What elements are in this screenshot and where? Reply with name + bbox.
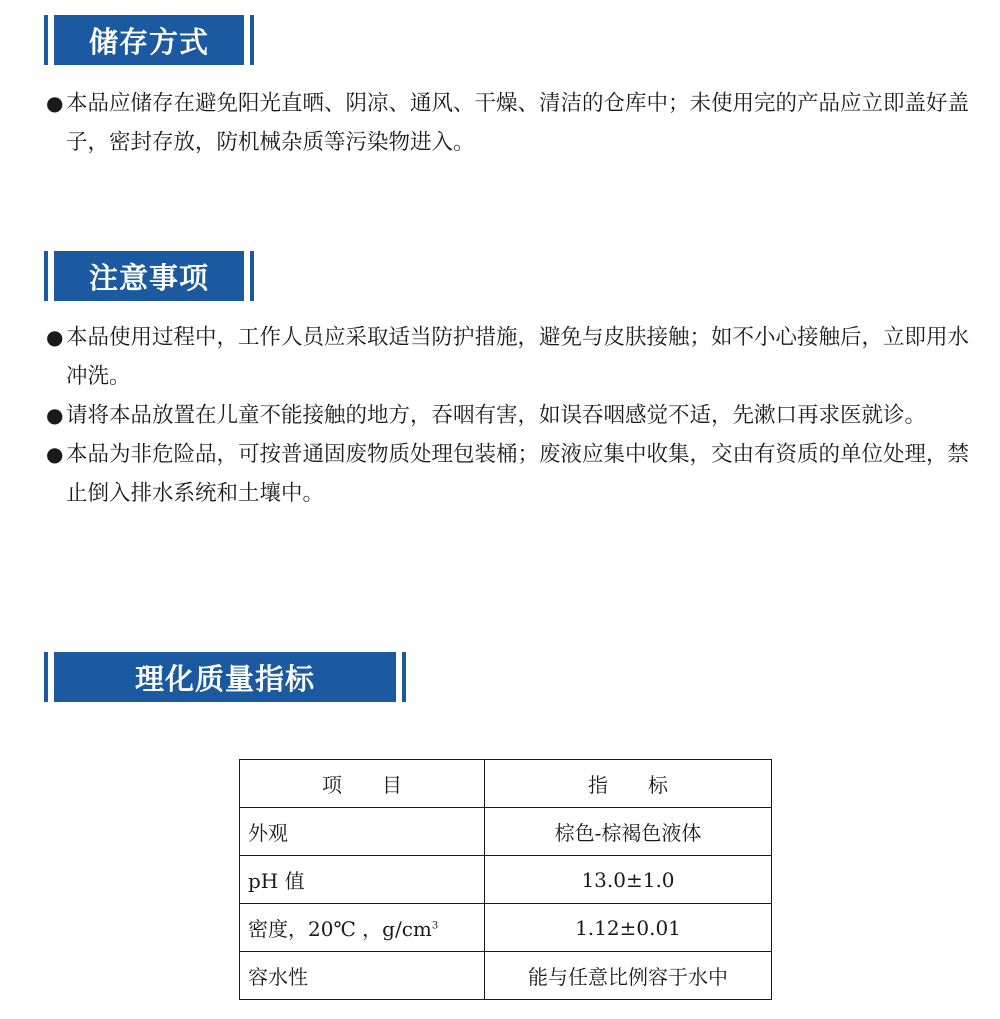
- table-row: [240, 952, 772, 1000]
- notes-paragraphs: [46, 318, 976, 513]
- table-cell-value: 能与任意比例容于水中: [485, 952, 772, 1000]
- header-right-bar: [250, 251, 254, 301]
- header-right-bar: [402, 652, 406, 702]
- notes-section-title: 注意事项: [54, 251, 244, 301]
- table-row: [240, 904, 772, 952]
- notes-paragraph: ● 本品为非危险品，可按普通固废物质处理包装桶；废液应集中收集，交由有资质的单位处理，禁止倒入排水系统和土壤中。: [46, 435, 976, 513]
- bullet-icon: ●: [46, 325, 64, 349]
- table-cell-item: 密度，20℃ ，$g/cm^3$: [240, 904, 485, 952]
- notes-paragraph: ● 请将本品放置在儿童不能接触的地方，吞咽有害，如误吞咽感觉不适，先漱口再求医就诊。: [46, 396, 976, 435]
- quality-section-title: 理化质量指标: [54, 652, 396, 702]
- table-cell-value: 棕色-棕褐色液体: [485, 808, 772, 856]
- bullet-icon: ●: [46, 442, 64, 466]
- quality-spec-table: [239, 759, 772, 1000]
- storage-paragraph: ● 本品应储存在避免阳光直晒、阴凉、通风、干燥、清洁的仓库中；未使用完的产品应立即盖好盖子，密封存放，防机械杂质等污染物进入。: [46, 84, 976, 162]
- table-cell-value: 13.0±1.0: [485, 856, 772, 904]
- table-cell-item: 外观: [240, 808, 485, 856]
- table-cell-item: pH 值: [240, 856, 485, 904]
- table-row: [240, 856, 772, 904]
- storage-paragraphs: [46, 84, 976, 162]
- notes-section-header: [44, 251, 254, 301]
- table-header-row: [240, 760, 772, 808]
- table-cell-item: 容水性: [240, 952, 485, 1000]
- bullet-icon: ●: [46, 403, 64, 427]
- notes-paragraph: ● 本品使用过程中，工作人员应采取适当防护措施，避免与皮肤接触；如不小心接触后，立即用水冲洗。: [46, 318, 976, 396]
- table-header-item: 项 目: [240, 760, 485, 808]
- table-row: [240, 808, 772, 856]
- bullet-icon: ●: [46, 91, 64, 115]
- table-header-value: 指 标: [485, 760, 772, 808]
- table-cell-value: 1.12±0.01: [485, 904, 772, 952]
- quality-section-header: [44, 652, 406, 702]
- storage-section-title: 储存方式: [54, 15, 244, 65]
- header-right-bar: [250, 15, 254, 65]
- storage-section-header: [44, 15, 254, 65]
